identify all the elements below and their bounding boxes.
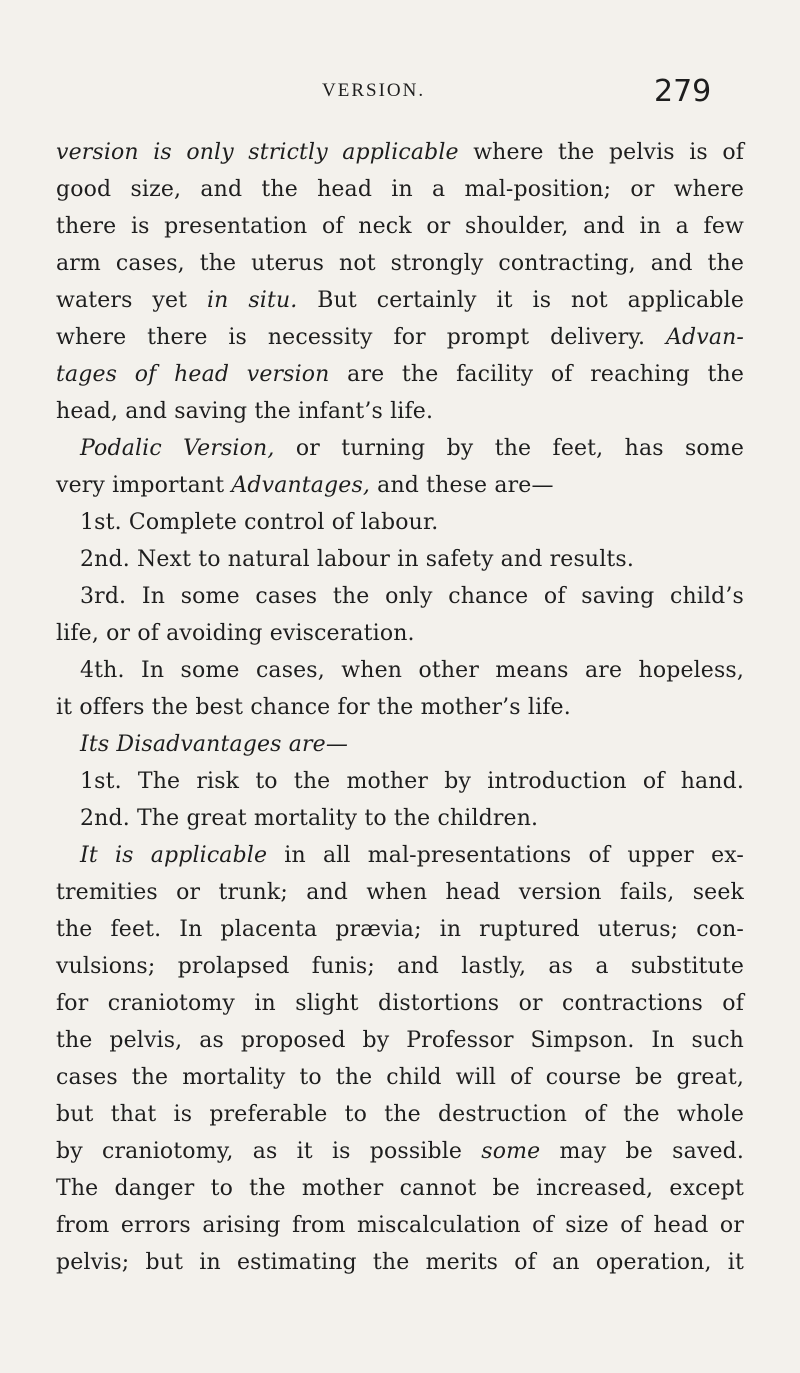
italic-text: in situ. bbox=[206, 288, 298, 313]
text-segment: from errors arising from miscalculation of size of head or bbox=[56, 1213, 744, 1238]
text-line bbox=[56, 1207, 744, 1244]
page-number: 279 bbox=[654, 74, 712, 109]
text-segment: vulsions; prolapsed funis; and lastly, as a substitute bbox=[56, 954, 744, 979]
italic-text: some bbox=[481, 1139, 541, 1164]
text-line bbox=[56, 467, 744, 504]
text-segment: 2nd. Next to natural labour in safety and results. bbox=[80, 547, 634, 572]
text-line bbox=[56, 245, 744, 282]
text-segment: 2nd. The great mortality to the children. bbox=[80, 806, 539, 831]
text-segment: arm cases, the uterus not strongly contracting, and the bbox=[56, 251, 744, 276]
italic-text: Advan- bbox=[665, 325, 744, 350]
text-line bbox=[56, 1059, 744, 1096]
text-segment: waters yet bbox=[56, 288, 207, 313]
text-segment: tremities or trunk; and when head version fails, seek bbox=[56, 880, 744, 905]
text-line bbox=[56, 134, 744, 171]
text-line bbox=[56, 652, 744, 689]
text-line bbox=[56, 319, 744, 356]
text-line bbox=[56, 615, 744, 652]
text-line bbox=[56, 430, 744, 467]
text-line bbox=[56, 874, 744, 911]
text-segment: where the pelvis is of bbox=[458, 140, 745, 165]
text-segment: 1st. Complete control of labour. bbox=[80, 510, 439, 535]
text-segment: life, or of avoiding evisceration. bbox=[56, 621, 415, 646]
text-segment: very important bbox=[56, 473, 232, 498]
text-segment: may be saved. bbox=[540, 1139, 744, 1164]
text-segment: or turning by the feet, has some bbox=[274, 436, 745, 461]
text-line bbox=[56, 985, 744, 1022]
italic-text: Advantages, bbox=[231, 473, 371, 498]
text-segment: The danger to the mother cannot be increased, except bbox=[56, 1176, 744, 1201]
text-line bbox=[56, 356, 744, 393]
text-line bbox=[56, 1022, 744, 1059]
text-segment: there is presentation of neck or shoulder, and in a few bbox=[56, 214, 744, 239]
text-segment: the feet. In placenta prævia; in ruptured uterus; con- bbox=[56, 917, 744, 942]
text-line bbox=[56, 578, 744, 615]
italic-text: It is applicable bbox=[80, 843, 268, 868]
text-segment: cases the mortality to the child will of course be great, bbox=[56, 1065, 744, 1090]
text-line bbox=[56, 763, 744, 800]
text-segment: for craniotomy in slight distortions or contractions of bbox=[56, 991, 744, 1016]
italic-text: tages of head version bbox=[56, 362, 330, 387]
text-line bbox=[56, 393, 744, 430]
text-segment: the pelvis, as proposed by Professor Simpson. In such bbox=[56, 1028, 744, 1053]
text-segment: are the facility of reaching the bbox=[329, 362, 744, 387]
text-segment: 3rd. In some cases the only chance of saving child’s bbox=[80, 584, 744, 609]
text-segment: good size, and the head in a mal-position; or where bbox=[56, 177, 744, 202]
text-line bbox=[56, 208, 744, 245]
text-line bbox=[56, 948, 744, 985]
text-segment: head, and saving the infant’s life. bbox=[56, 399, 434, 424]
text-segment: 1st. The risk to the mother by introduction of hand. bbox=[80, 769, 744, 794]
text-line bbox=[56, 171, 744, 208]
italic-text: Podalic Version, bbox=[80, 436, 275, 461]
text-line bbox=[56, 726, 744, 763]
text-line bbox=[56, 800, 744, 837]
running-head: VERSION. bbox=[322, 80, 426, 101]
text-segment: But certainly it is not applicable bbox=[297, 288, 744, 313]
body-text bbox=[56, 134, 744, 1281]
text-line bbox=[56, 541, 744, 578]
text-line bbox=[56, 504, 744, 541]
text-segment: by craniotomy, as it is possible bbox=[56, 1139, 482, 1164]
text-segment: 4th. In some cases, when other means are hopeless, bbox=[80, 658, 744, 683]
text-line bbox=[56, 911, 744, 948]
text-line bbox=[56, 1133, 744, 1170]
text-line bbox=[56, 282, 744, 319]
italic-text: Its Disadvantages are— bbox=[80, 732, 348, 757]
text-segment: it offers the best chance for the mother’s life. bbox=[56, 695, 571, 720]
italic-text: version is only strictly applicable bbox=[56, 140, 459, 165]
page-header bbox=[0, 74, 800, 114]
text-segment: pelvis; but in estimating the merits of an operation, it bbox=[56, 1250, 744, 1275]
text-segment: and these are— bbox=[370, 473, 554, 498]
text-line bbox=[56, 1244, 744, 1281]
text-segment: in all mal-presentations of upper ex- bbox=[267, 843, 744, 868]
text-line bbox=[56, 689, 744, 726]
text-line bbox=[56, 1096, 744, 1133]
text-line bbox=[56, 1170, 744, 1207]
text-segment: but that is preferable to the destruction of the whole bbox=[56, 1102, 744, 1127]
text-line bbox=[56, 837, 744, 874]
text-segment: where there is necessity for prompt delivery. bbox=[56, 325, 666, 350]
